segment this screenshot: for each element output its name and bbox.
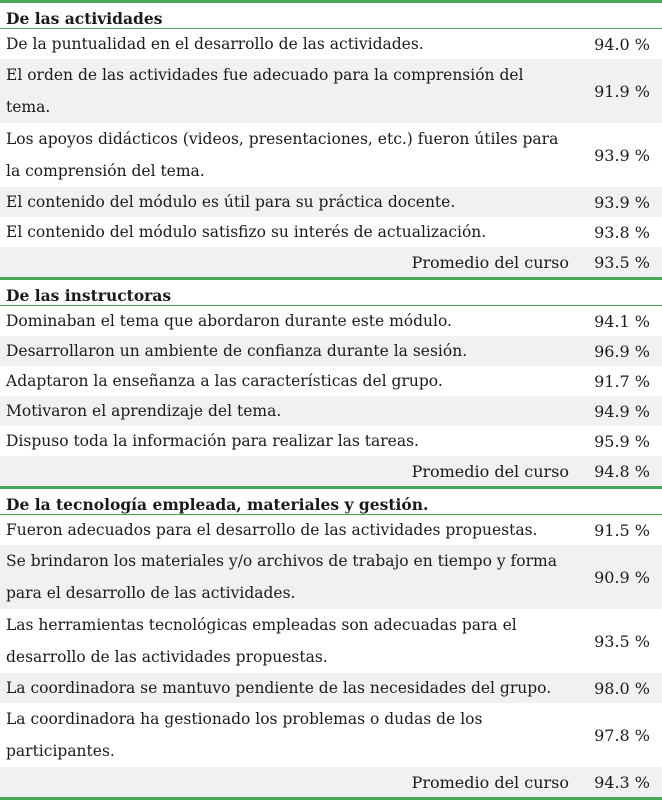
course-average-label: Promedio del curso: [411, 252, 569, 272]
course-average-label: Promedio del curso: [411, 772, 569, 792]
table-row: [0, 609, 662, 673]
percentage-value: 94.0 %: [594, 34, 650, 54]
table-row: [0, 366, 662, 396]
table-row: [0, 545, 662, 609]
question-text: Adaptaron la enseñanza a las características del grupo.: [6, 372, 443, 390]
percentage-value: 91.7 %: [594, 371, 650, 391]
question-text: De la puntualidad en el desarrollo de las actividades.: [6, 35, 424, 53]
percentage-value: 93.8 %: [594, 222, 650, 242]
course-average-label: Promedio del curso: [411, 461, 569, 481]
table-row: [0, 515, 662, 545]
percentage-value: 96.9 %: [594, 341, 650, 361]
question-text: Dispuso toda la información para realizar las tareas.: [6, 432, 419, 450]
question-text: El contenido del módulo es útil para su práctica docente.: [6, 193, 456, 211]
table-row: [0, 217, 662, 247]
question-text: La coordinadora ha gestionado los problemas o dudas de los participantes.: [6, 710, 483, 760]
table-row: [0, 306, 662, 336]
percentage-value: 90.9 %: [594, 567, 650, 587]
question-text: Las herramientas tecnológicas empleadas son adecuadas para el desarrollo de las actividades propuestas.: [6, 616, 517, 666]
bottom-divider: [0, 797, 662, 800]
course-average-value: 94.3 %: [594, 772, 650, 792]
question-text: Desarrollaron un ambiente de confianza durante la sesión.: [6, 342, 468, 360]
percentage-value: 93.9 %: [594, 192, 650, 212]
percentage-value: 91.5 %: [594, 520, 650, 540]
table-row: [0, 123, 662, 187]
question-text: Los apoyos didácticos (videos, presentaciones, etc.) fueron útiles para la comprensión del tema.: [6, 130, 559, 180]
question-text: El orden de las actividades fue adecuado para la comprensión del tema.: [6, 66, 524, 116]
question-text: Se brindaron los materiales y/o archivos de trabajo en tiempo y forma para el desarrollo de las actividades.: [6, 552, 557, 602]
section-title: De las instructoras: [0, 277, 662, 306]
question-text: Fueron adecuados para el desarrollo de las actividades propuestas.: [6, 521, 538, 539]
course-average-value: 94.8 %: [594, 461, 650, 481]
table-row: [0, 426, 662, 456]
course-average-row: [0, 247, 662, 277]
percentage-value: 93.5 %: [594, 631, 650, 651]
table-row: [0, 336, 662, 366]
percentage-value: 97.8 %: [594, 725, 650, 745]
percentage-value: 98.0 %: [594, 678, 650, 698]
table-row: [0, 187, 662, 217]
question-text: El contenido del módulo satisfizo su interés de actualización.: [6, 223, 487, 241]
course-average-row: [0, 456, 662, 486]
table-row: [0, 673, 662, 703]
table-row: [0, 703, 662, 767]
question-text: La coordinadora se mantuvo pendiente de las necesidades del grupo.: [6, 679, 552, 697]
percentage-value: 91.9 %: [594, 81, 650, 101]
section-title: De las actividades: [0, 0, 662, 29]
section-instructors: [0, 277, 662, 486]
percentage-value: 93.9 %: [594, 145, 650, 165]
question-text: Motivaron el aprendizaje del tema.: [6, 402, 282, 420]
percentage-value: 94.9 %: [594, 401, 650, 421]
percentage-value: 94.1 %: [594, 311, 650, 331]
table-row: [0, 29, 662, 59]
section-title: De la tecnología empleada, materiales y gestión.: [0, 486, 662, 515]
section-technology: [0, 486, 662, 797]
course-average-row: [0, 767, 662, 797]
table-row: [0, 396, 662, 426]
course-average-value: 93.5 %: [594, 252, 650, 272]
table-row: [0, 59, 662, 123]
percentage-value: 95.9 %: [594, 431, 650, 451]
section-activities: [0, 0, 662, 277]
question-text: Dominaban el tema que abordaron durante este módulo.: [6, 312, 452, 330]
